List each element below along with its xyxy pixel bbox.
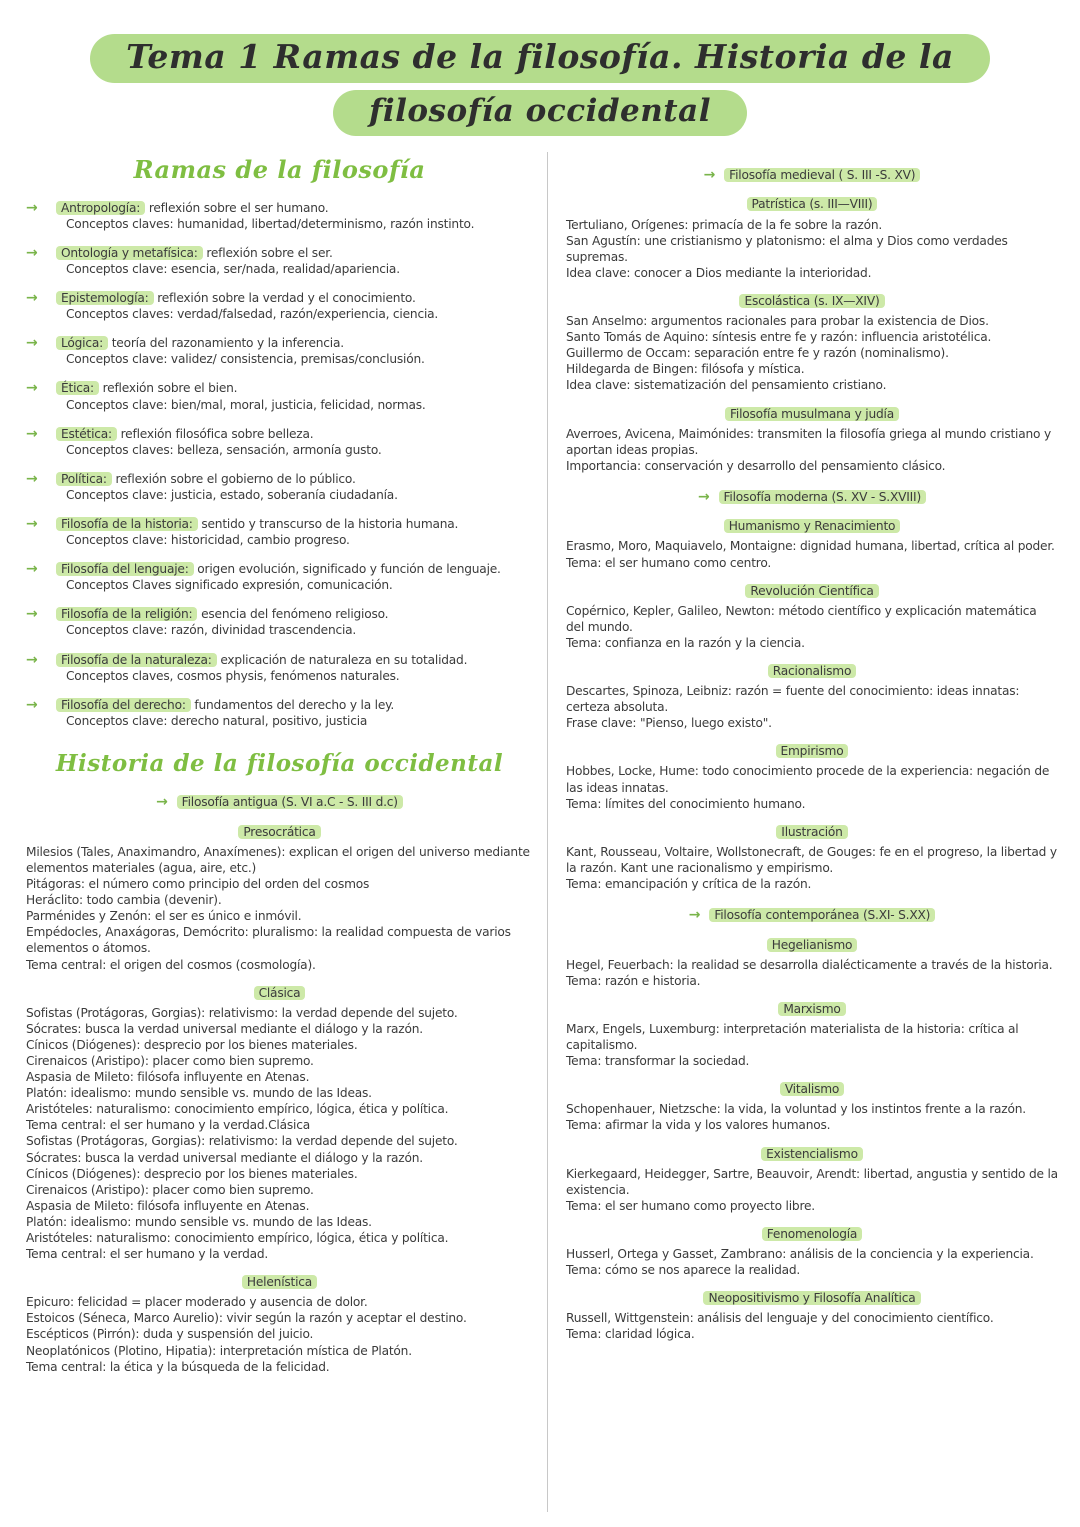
period-heading-label: Filosofía antigua (S. VI a.C - S. III d.c) xyxy=(177,795,403,809)
branch-term: Filosofía del derecho: xyxy=(56,698,191,712)
block-label xyxy=(566,743,1058,759)
content-columns xyxy=(0,152,1080,1512)
branch-description: Filosofía del lenguaje: origen evolución, significado y función de lenguaje. xyxy=(56,561,533,577)
branch-content xyxy=(56,471,533,503)
block-label-text: Ilustración xyxy=(776,825,847,839)
period-heading xyxy=(566,166,1058,184)
text-line: Aristóteles: naturalismo: conocimiento empírico, lógica, ética y política. xyxy=(26,1102,449,1117)
block-label-text: Patrística (s. III—VIII) xyxy=(747,197,878,211)
block-label-text: Fenomenología xyxy=(762,1227,862,1241)
history-heading: Historia de la filosofía occidental xyxy=(55,749,504,777)
arrow-icon: → xyxy=(26,290,38,307)
branch-term: Ética: xyxy=(56,381,99,395)
block-label xyxy=(566,293,1058,309)
branch-item xyxy=(26,652,533,684)
branch-content xyxy=(56,200,533,232)
branch-term: Filosofía de la naturaleza: xyxy=(56,653,217,667)
text-line: Platón: idealismo: mundo sensible vs. mundo de las Ideas. xyxy=(26,1086,372,1101)
ancient-philosophy-section xyxy=(26,793,533,1374)
block-label xyxy=(566,1226,1058,1242)
branch-content xyxy=(56,335,533,367)
text-line: Sócrates: busca la verdad universal mediante el diálogo y la razón. xyxy=(26,1150,423,1165)
arrow-icon: → xyxy=(26,244,38,261)
text-line: Erasmo, Moro, Maquiavelo, Montaigne: dignidad humana, libertad, crítica al poder. xyxy=(566,539,1055,554)
block-label-text: Empirismo xyxy=(776,744,849,758)
branch-term: Ontología y metafísica: xyxy=(56,246,203,260)
text-line: Pitágoras: el número como principio del orden del cosmos xyxy=(26,877,370,892)
title-line-2: filosofía occidental xyxy=(333,90,747,136)
block-label xyxy=(566,663,1058,679)
text-line: Parménides y Zenón: el ser es único e inmóvil. xyxy=(26,909,302,924)
text-line: Sócrates: busca la verdad universal mediante el diálogo y la razón. xyxy=(26,1021,423,1036)
branch-description: Antropología: reflexión sobre el ser humano. xyxy=(56,200,533,216)
block-label xyxy=(566,1081,1058,1097)
text-line: Idea clave: conocer a Dios mediante la interioridad. xyxy=(566,265,872,280)
branch-description: Lógica: teoría del razonamiento y la inferencia. xyxy=(56,335,533,351)
page-title xyxy=(0,0,1080,136)
text-line: Averroes, Avicena, Maimónides: transmiten la filosofía griega al mundo cristiano y aportan ideas propias. xyxy=(566,426,1051,457)
right-column xyxy=(547,152,1080,1512)
arrow-icon: → xyxy=(688,907,701,924)
text-line: Cínicos (Diógenes): desprecio por los bienes materiales. xyxy=(26,1166,358,1181)
block-label xyxy=(26,1274,533,1290)
block-label-text: Humanismo y Renacimiento xyxy=(724,519,901,533)
branch-concepts: Conceptos clave: esencia, ser/nada, realidad/apariencia. xyxy=(66,261,400,276)
text-line: Tema central: la ética y la búsqueda de la felicidad. xyxy=(26,1359,330,1374)
text-line: Tema: el ser humano como centro. xyxy=(566,555,772,570)
text-line: Tema central: el ser humano y la verdad. xyxy=(26,1247,269,1262)
branch-content xyxy=(56,245,533,277)
text-line: Aristóteles: naturalismo: conocimiento empírico, lógica, ética y política. xyxy=(26,1231,449,1245)
branch-term: Filosofía del lenguaje: xyxy=(56,562,194,576)
branch-item xyxy=(26,697,533,729)
block-label-text: Existencialismo xyxy=(761,1147,863,1161)
block-label-text: Neopositivismo y Filosofía Analítica xyxy=(703,1291,920,1305)
block-label xyxy=(566,1001,1058,1017)
text-line: Idea clave: sistematización del pensamiento cristiano. xyxy=(566,378,887,393)
text-line: Epicuro: felicidad = placer moderado y ausencia de dolor. xyxy=(26,1295,368,1310)
text-line: San Anselmo: argumentos racionales para probar la existencia de Dios. xyxy=(566,314,989,329)
text-line: Aspasia de Mileto: filósofa influyente en Atenas. xyxy=(26,1198,310,1213)
block-label xyxy=(26,824,533,840)
text-line: Cirenaicos (Aristipo): placer como bien supremo. xyxy=(26,1182,314,1197)
text-line: Schopenhauer, Nietzsche: la vida, la voluntad y los instintos frente a la razón. xyxy=(566,1102,1026,1117)
branch-concepts: Conceptos clave: razón, divinidad trascendencia. xyxy=(66,623,357,638)
text-line: Estoicos (Séneca, Marco Aurelio): vivir según la razón y aceptar el destino. xyxy=(26,1311,467,1326)
text-line: Sofistas (Protágoras, Gorgias): relativismo: la verdad depende del sujeto. xyxy=(26,1134,458,1149)
text-line: Santo Tomás de Aquino: síntesis entre fe y razón: influencia aristotélica. xyxy=(566,330,992,345)
branch-content xyxy=(56,426,533,458)
text-line: Tema: emancipación y crítica de la razón. xyxy=(566,877,812,892)
branch-concepts: Conceptos claves: humanidad, libertad/determinismo, razón instinto. xyxy=(66,216,475,231)
arrow-icon: → xyxy=(26,199,38,216)
block-label xyxy=(566,937,1058,953)
block-label xyxy=(26,985,533,1001)
period-heading xyxy=(566,488,1058,506)
text-line: Russell, Wittgenstein: análisis del lenguaje y del conocimiento científico. xyxy=(566,1311,994,1326)
block-label-text: Escolástica (s. IX—XIV) xyxy=(739,294,884,308)
arrow-icon: → xyxy=(156,794,168,811)
block-label xyxy=(566,406,1058,422)
branch-concepts: Conceptos clave: validez/ consistencia, premisas/conclusión. xyxy=(66,352,425,367)
branch-term: Política: xyxy=(56,472,112,486)
branch-description: Filosofía de la historia: sentido y transcurso de la historia humana. xyxy=(56,516,533,532)
block-label-text: Filosofía musulmana y judía xyxy=(725,407,899,421)
text-line: Guillermo de Occam: separación entre fe y razón (nominalismo). xyxy=(566,346,949,361)
branch-term: Antropología: xyxy=(56,201,145,215)
branch-concepts: Conceptos Claves significado expresión, comunicación. xyxy=(66,578,393,593)
branch-item xyxy=(26,516,533,548)
title-line-1: Tema 1 Ramas de la filosofía. Historia de la xyxy=(90,34,990,83)
branch-term: Filosofía de la historia: xyxy=(56,517,198,531)
branch-content xyxy=(56,606,533,638)
text-line: Kierkegaard, Heidegger, Sartre, Beauvoir, Arendt: libertad, angustia y sentido de la existencia. xyxy=(566,1166,1058,1197)
text-line: Tema: cómo se nos aparece la realidad. xyxy=(566,1263,801,1278)
branch-concepts: Conceptos claves, cosmos physis, fenómenos naturales. xyxy=(66,668,400,683)
period-heading-label: Filosofía medieval ( S. III -S. XV) xyxy=(724,168,920,182)
block-label xyxy=(566,583,1058,599)
branch-concepts: Conceptos clave: bien/mal, moral, justicia, felicidad, normas. xyxy=(66,397,426,412)
text-line: Tema: claridad lógica. xyxy=(566,1327,695,1342)
text-line: Tema: límites del conocimiento humano. xyxy=(566,796,806,811)
block-label-text: Marxismo xyxy=(778,1002,845,1016)
text-line: Hildegarda de Bingen: filósofa y mística. xyxy=(566,362,805,377)
branch-item xyxy=(26,200,533,232)
text-line: Tema: el ser humano como proyecto libre. xyxy=(566,1198,815,1213)
branch-term: Estética: xyxy=(56,427,117,441)
branch-item xyxy=(26,245,533,277)
block-label xyxy=(566,824,1058,840)
arrow-icon: → xyxy=(26,515,38,532)
text-line: Marx, Engels, Luxemburg: interpretación materialista de la historia: crítica al capitalismo. xyxy=(566,1021,1019,1053)
branch-item xyxy=(26,606,533,638)
branch-content xyxy=(56,652,533,684)
text-line: Aspasia de Mileto: filósofa influyente en Atenas. xyxy=(26,1070,310,1085)
arrow-icon: → xyxy=(26,561,38,578)
text-line: Sofistas (Protágoras, Gorgias): relativismo: la verdad depende del sujeto. xyxy=(26,1005,458,1020)
text-line: Empédocles, Anaxágoras, Demócrito: pluralismo: la realidad compuesta de varios elementos o átomos. xyxy=(26,925,511,956)
branch-item xyxy=(26,471,533,503)
text-line: Kant, Rousseau, Voltaire, Wollstonecraft, de Gouges: fe en el progreso, la libertad y la razón. Kant une racionalismo y empirismo. xyxy=(566,844,1057,875)
block-label xyxy=(566,1146,1058,1162)
branch-content xyxy=(56,697,533,729)
text-line: Copérnico, Kepler, Galileo, Newton: método científico y explicación matemática del mundo. xyxy=(566,603,1037,634)
arrow-icon: → xyxy=(26,470,38,487)
block-label-text: Presocrática xyxy=(238,825,320,839)
branch-concepts: Conceptos claves: verdad/falsedad, razón/experiencia, ciencia. xyxy=(66,307,439,322)
text-line: Husserl, Ortega y Gasset, Zambrano: análisis de la conciencia y la experiencia. xyxy=(566,1247,1034,1261)
block-label-text: Helenística xyxy=(242,1275,317,1289)
text-line: Tema: afirmar la vida y los valores humanos. xyxy=(566,1118,831,1133)
arrow-icon: → xyxy=(26,425,38,442)
periods-section xyxy=(566,166,1058,1342)
branch-description: Filosofía de la naturaleza: explicación de naturaleza en su totalidad. xyxy=(56,652,533,668)
text-line: Escépticos (Pirrón): duda y suspensión del juicio. xyxy=(26,1327,314,1342)
branch-concepts: Conceptos clave: derecho natural, positivo, justicia xyxy=(66,713,368,728)
arrow-icon: → xyxy=(703,167,716,183)
text-line: Tema: confianza en la razón y la ciencia. xyxy=(566,635,805,650)
text-line: Cirenaicos (Aristipo): placer como bien supremo. xyxy=(26,1053,314,1068)
branch-description: Filosofía de la religión: esencia del fenómeno religioso. xyxy=(56,606,533,622)
arrow-icon: → xyxy=(697,488,710,505)
text-line: Hobbes, Locke, Hume: todo conocimiento procede de la experiencia: negación de las ideas innatas. xyxy=(566,764,1050,795)
branch-content xyxy=(56,290,533,322)
branches-heading: Ramas de la filosofía xyxy=(133,155,426,184)
period-heading xyxy=(566,906,1058,924)
branch-term: Filosofía de la religión: xyxy=(56,607,197,621)
text-line: Tertuliano, Orígenes: primacía de la fe sobre la razón. xyxy=(566,217,883,232)
text-line: Tema: transformar la sociedad. xyxy=(566,1054,750,1069)
text-line: Neoplatónicos (Plotino, Hipatia): interpretación mística de Platón. xyxy=(26,1343,412,1358)
branch-description: Epistemología: reflexión sobre la verdad y el conocimiento. xyxy=(56,290,533,306)
text-line: Milesios (Tales, Anaximandro, Anaxímenes): explican el origen del universo mediante elementos materiales (agua, aire, etc.) xyxy=(26,844,530,875)
branch-item xyxy=(26,290,533,322)
branch-term: Epistemología: xyxy=(56,291,154,305)
arrow-icon: → xyxy=(26,651,38,668)
branch-description: Ontología y metafísica: reflexión sobre el ser. xyxy=(56,245,533,261)
branches-list xyxy=(26,200,533,729)
text-line: Frase clave: "Pienso, luego existo". xyxy=(566,716,772,731)
text-line: Tema central: el origen del cosmos (cosmología). xyxy=(26,957,316,972)
branch-content xyxy=(56,516,533,548)
period-heading-label: Filosofía contemporánea (S.XI- S.XX) xyxy=(709,908,935,922)
text-line: Platón: idealismo: mundo sensible vs. mundo de las Ideas. xyxy=(26,1214,372,1229)
block-label-text: Hegelianismo xyxy=(767,938,858,952)
text-line: Hegel, Feuerbach: la realidad se desarrolla dialécticamente a través de la historia. xyxy=(566,957,1053,972)
text-line: Descartes, Spinoza, Leibniz: razón = fuente del conocimiento: ideas innatas: certeza absoluta. xyxy=(566,684,1020,715)
block-label-text: Revolución Científica xyxy=(745,584,878,598)
branch-description: Estética: reflexión filosófica sobre belleza. xyxy=(56,426,533,442)
branch-concepts: Conceptos clave: justicia, estado, soberanía ciudadanía. xyxy=(66,487,398,502)
text-line: Heráclito: todo cambia (devenir). xyxy=(26,893,222,908)
text-line: Tema central: el ser humano y la verdad.Clásica xyxy=(26,1118,310,1133)
text-line: Tema: razón e historia. xyxy=(566,973,701,988)
branch-description: Ética: reflexión sobre el bien. xyxy=(56,380,533,396)
arrow-icon: → xyxy=(26,380,38,397)
arrow-icon: → xyxy=(26,606,38,623)
branch-concepts: Conceptos claves: belleza, sensación, armonía gusto. xyxy=(66,442,382,457)
branch-item xyxy=(26,380,533,412)
left-column xyxy=(0,152,547,1512)
branch-content xyxy=(56,380,533,412)
period-heading xyxy=(26,793,533,811)
branch-description: Política: reflexión sobre el gobierno de lo público. xyxy=(56,471,533,487)
text-line: Cínicos (Diógenes): desprecio por los bienes materiales. xyxy=(26,1037,358,1052)
arrow-icon: → xyxy=(26,335,38,352)
block-label xyxy=(566,196,1058,212)
text-line: Importancia: conservación y desarrollo del pensamiento clásico. xyxy=(566,458,946,473)
branch-term: Lógica: xyxy=(56,336,108,350)
branch-content xyxy=(56,561,533,593)
branch-item xyxy=(26,561,533,593)
branch-description: Filosofía del derecho: fundamentos del derecho y la ley. xyxy=(56,697,533,713)
block-label-text: Racionalismo xyxy=(768,664,856,678)
branch-concepts: Conceptos clave: historicidad, cambio progreso. xyxy=(66,533,350,548)
block-label-text: Vitalismo xyxy=(780,1082,844,1096)
block-label-text: Clásica xyxy=(254,986,306,1000)
text-line: San Agustín: une cristianismo y platonismo: el alma y Dios como verdades supremas. xyxy=(566,233,1008,264)
block-label xyxy=(566,518,1058,534)
period-heading-label: Filosofía moderna (S. XV - S.XVIII) xyxy=(719,490,927,504)
branch-item xyxy=(26,426,533,458)
arrow-icon: → xyxy=(26,696,38,713)
branch-item xyxy=(26,335,533,367)
block-label xyxy=(566,1290,1058,1306)
